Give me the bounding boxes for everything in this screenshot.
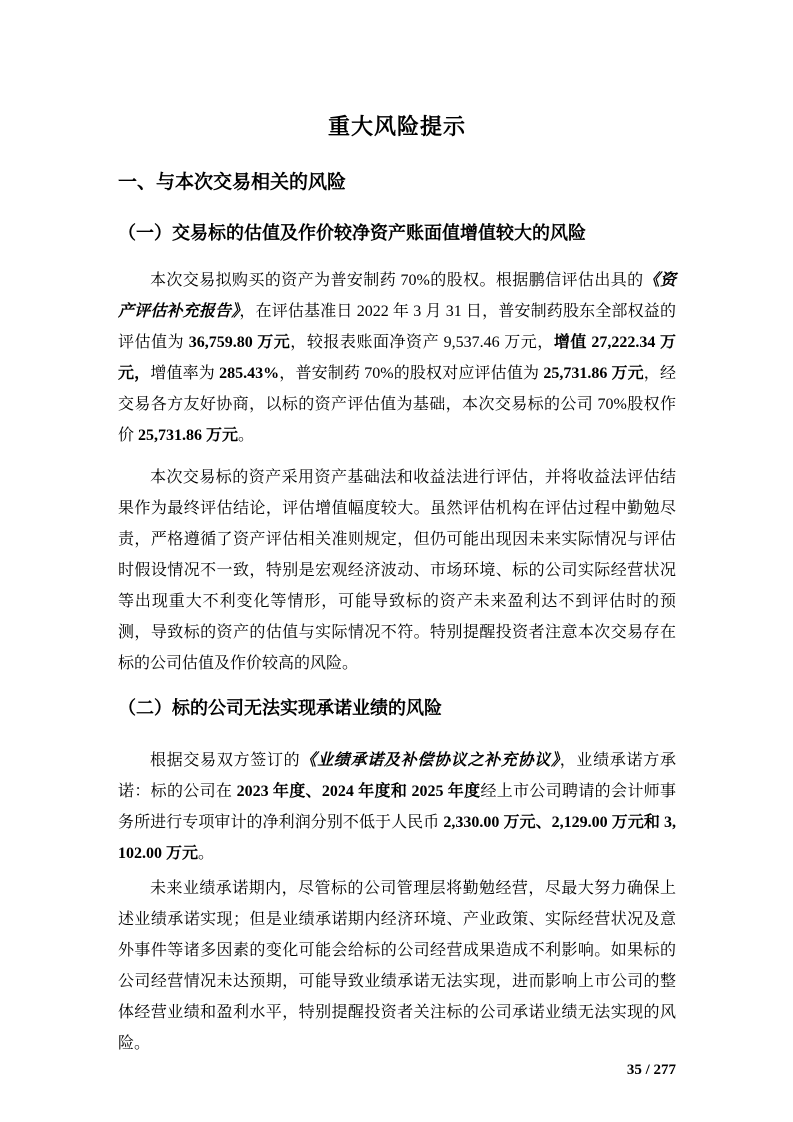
text-run: 增值 27,222.34 万元， xyxy=(118,334,676,382)
text-run: 根据交易双方签订的 xyxy=(150,752,301,769)
section-heading-risks-related-to-transaction: 一、与本次交易相关的风险 xyxy=(118,172,347,193)
text-run: 。 xyxy=(238,427,255,444)
paragraph-valuation-details xyxy=(118,265,676,451)
text-run: 本次交易标的资产采用资产基础法和收益法进行评估，并将收益法评估结果作为最终评估结论，评估增值幅度较大。虽然评估机构在评估过程中勤勉尽责，严格遵循了资产评估相关准则规定，但仍可能出现因未来实际情况与评估时假设情况不一致，特别是宏观经济波动、市场环境、标的公司实际经营状况等出现重大不利变化等情形，可能导致标的资产未来盈利达不到评估时的预测，导致标的资产的估值与实际情况不符。特别提醒投资者注意本次交易存在标的公司估值及作价较高的风险。 xyxy=(118,469,676,672)
text-run: 。 xyxy=(198,845,215,862)
document-title: 重大风险提示 xyxy=(327,114,466,139)
text-run: 36,759.80 万元 xyxy=(188,334,291,351)
text-run: ，普安制药 70%的股权对应评估值为 xyxy=(279,365,544,382)
paragraph-performance-risk-warning xyxy=(118,873,676,1059)
text-run: ，较报表账面净资产 9,537.46 万元， xyxy=(290,334,554,351)
text-run: 《业绩承诺及补偿协议之补充协议》 xyxy=(300,752,560,769)
subsection-heading-valuation-premium-risk: （一）交易标的估值及作价较净资产账面值增值较大的风险 xyxy=(118,223,586,243)
text-run: 增值率为 xyxy=(150,365,220,382)
text-run: 25,731.86 万元 xyxy=(138,427,239,444)
paragraph-performance-commitment-details xyxy=(118,745,676,869)
text-run: ，在评估基准日 2022 年 3 月 31 日，普安制药股东全部权益的评估值为 xyxy=(118,303,676,351)
page-number: 35 / 277 xyxy=(626,1062,676,1078)
text-run: ，业绩承诺方承诺：标的公司在 xyxy=(118,752,676,800)
text-run: 285.43% xyxy=(219,365,280,382)
subsection-heading-performance-commitment-risk: （二）标的公司无法实现承诺业绩的风险 xyxy=(118,698,442,718)
text-run: ，经交易各方友好协商，以标的资产评估值为基础，本次交易标的公司 70%股权作价 xyxy=(118,365,676,444)
text-run: 经上市公司聘请的会计师事务所进行专项审计的净利润分别不低于人民币 xyxy=(118,783,676,831)
text-run: 25,731.86 万元 xyxy=(543,365,644,382)
text-run: 本次交易拟购买的资产为普安制药 70%的股权。根据鹏信评估出具的 xyxy=(150,272,644,289)
text-run: 2,330.00 万元、2,129.00 万元和 3,102.00 万元 xyxy=(118,814,676,862)
text-run: 2023 年度、2024 年度和 2025 年度 xyxy=(236,783,481,800)
text-run: 未来业绩承诺期内，尽管标的公司管理层将勤勉经营，尽最大努力确保上述业绩承诺实现；但是业绩承诺期内经济环境、产业政策、实际经营状况及意外事件等诸多因素的变化可能会给标的公司经营成果造成不利影响。如果标的公司经营情况未达预期，可能导致业绩承诺无法实现，进而影响上市公司的整体经营业绩和盈利水平，特别提醒投资者关注标的公司承诺业绩无法实现的风险。 xyxy=(118,880,676,1052)
text-run: 《资产评估补充报告》 xyxy=(118,272,676,320)
paragraph-valuation-method-risk xyxy=(118,462,676,679)
